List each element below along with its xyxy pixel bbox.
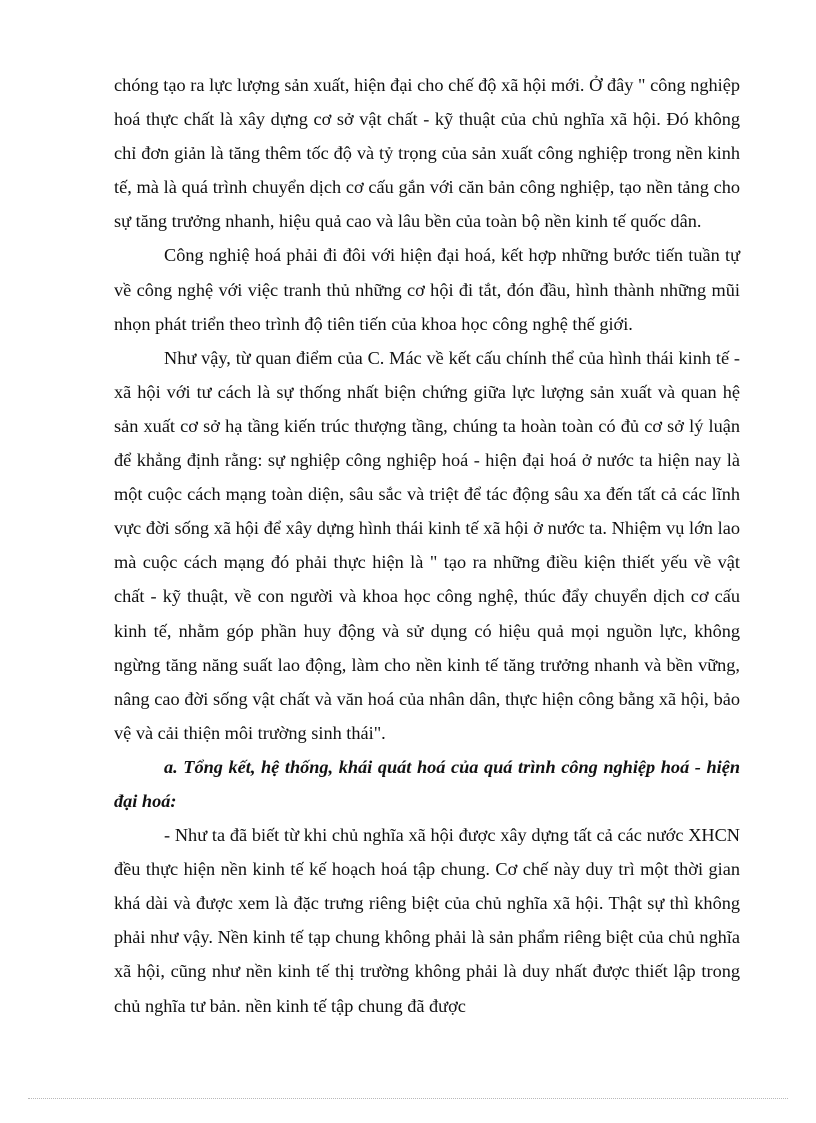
paragraph-planned-economy: - Như ta đã biết từ khi chủ nghĩa xã hội được xây dựng tất cả các nước XHCN đều thực hiện nền kinh tế kế hoạch hoá tập chung. Cơ chế này duy trì một thời gian khá dài và được xem là đặc trưng riêng biệt của chủ nghĩa xã hội. Thật sự thì không phải như vậy. Nền kinh tế tạp chung không phải là sản phẩm riêng biệt của chủ nghĩa xã hội, cũng như nền kinh tế thị trường không phải là duy nhất được thiết lập trong chủ nghĩa tư bản. nền kinh tế tập chung đã được: [114, 825, 740, 1016]
paragraph-marx-viewpoint: Như vậy, từ quan điểm của C. Mác về kết cấu chính thể của hình thái kinh tế - xã hội với tư cách là sự thống nhất biện chứng giữa lực lượng sản xuất và quan hệ sản xuất cơ sở hạ tầng kiến trúc thượng tầng, chúng ta hoàn toàn có đủ cơ sở lý luận để khẳng định rằng: sự nghiệp công nghiệp hoá - hiện đại hoá ở nước ta hiện nay là một cuộc cách mạng toàn diện, sâu sắc và triệt để tác động sâu xa đến tất cả các lĩnh vực đời sống xã hội để xây dựng hình thái kinh tế xã hội ở nước ta. Nhiệm vụ lớn lao mà cuộc cách mạng đó phải thực hiện là " tạo ra những điều kiện thiết yếu về vật chất - kỹ thuật, về con người và khoa học công nghệ, thúc đẩy chuyển dịch cơ cấu kinh tế, nhằm góp phần huy động và sử dụng có hiệu quả mọi nguồn lực, không ngừng tăng năng suất lao động, làm cho nền kinh tế tăng trưởng nhanh và bền vững, nâng cao đời sống vật chất và văn hoá của nhân dân, thực hiện công bằng xã hội, bảo vệ và cải thiện môi trường sinh thái".: [114, 347, 740, 743]
document-body: [114, 68, 740, 1023]
section-heading-a: a. Tổng kết, hệ thống, khái quát hoá của quá trình công nghiệp hoá - hiện đại hoá:: [114, 756, 740, 811]
page-bottom-dotted-rule: [28, 1098, 788, 1099]
paragraph-industrialization-modernization: Công nghiệ hoá phải đi đôi với hiện đại hoá, kết hợp những bước tiến tuần tự về công nghệ với việc tranh thủ những cơ hội đi tắt, đón đầu, hình thành những mũi nhọn phát triển theo trình độ tiên tiến của khoa học công nghệ thế giới.: [114, 245, 740, 334]
paragraph-continuation: chóng tạo ra lực lượng sản xuất, hiện đại cho chế độ xã hội mới. Ở đây " công nghiệp hoá thực chất là xây dựng cơ sở vật chất - kỹ thuật của chủ nghĩa xã hội. Đó không chỉ đơn giản là tăng thêm tốc độ và tỷ trọng của sản xuất công nghiệp trong nền kinh tế, mà là quá trình chuyển dịch cơ cấu gắn với căn bản công nghiệp, tạo nền tảng cho sự tăng trưởng nhanh, hiệu quả cao và lâu bền của toàn bộ nền kinh tế quốc dân.: [114, 75, 740, 232]
